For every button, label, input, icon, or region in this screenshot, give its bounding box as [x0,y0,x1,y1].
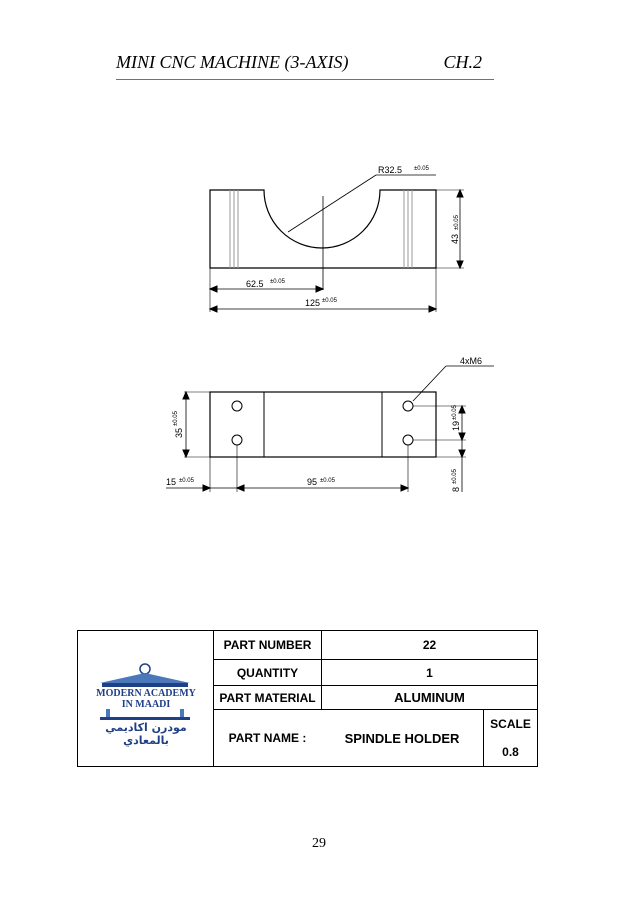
logo-text-line2: IN MAADI [121,699,171,710]
height-dimension: 43 [450,233,460,244]
part-name-label: PART NAME : [213,710,321,766]
page-number: 29 [312,836,326,851]
hole-edge-x-tolerance: ±0.05 [179,478,194,484]
width-dimension: 125 [305,298,321,308]
hole-edge-y-tolerance: ±0.05 [452,469,458,484]
logo-text-line1: MODERN ACADEMY [96,688,196,699]
part-name-value: SPINDLE HOLDER [344,730,460,746]
hole-spacing-x-tolerance: ±0.05 [320,478,335,484]
hole-spacing-y-tolerance: ±0.05 [452,405,458,420]
scale-cell [483,710,537,766]
hole-spacing-y-dimension: 19 [451,420,461,431]
hole-edge-y-dimension: 8 [451,486,461,492]
part-number-value: 22 [321,631,537,660]
scale-value: 0.8 [502,745,519,759]
material-value: ALUMINUM [321,686,537,710]
title-block [77,630,538,767]
top-view [166,366,494,492]
hole-edge-x-dimension: 15 [166,477,177,487]
radius-dimension: R32.5 [378,165,403,175]
hole-spacing-x-dimension: 95 [307,477,318,487]
depth-dimension: 35 [174,427,184,438]
front-view [210,175,464,312]
quantity-value: 1 [321,660,537,686]
chapter-label: CH.2 [443,52,482,72]
quantity-label: QUANTITY [213,660,321,686]
document-title: MINI CNC MACHINE (3-AXIS) [116,52,349,72]
part-number-label: PART NUMBER [213,631,321,660]
material-label: PART MATERIAL [213,686,321,710]
half-width-dimension: 62.5 [246,279,264,289]
logo-arabic-text: مودرن اكاديمي بالمعادي [105,721,187,747]
hole-callout: 4xM6 [460,356,483,366]
academy-logo [78,631,213,766]
width-tolerance: ±0.05 [322,298,337,304]
scale-label: SCALE [490,717,531,731]
depth-tolerance: ±0.05 [173,411,179,426]
radius-tolerance: ±0.05 [414,166,429,172]
half-width-tolerance: ±0.05 [270,279,285,285]
height-tolerance: ±0.05 [454,215,460,230]
